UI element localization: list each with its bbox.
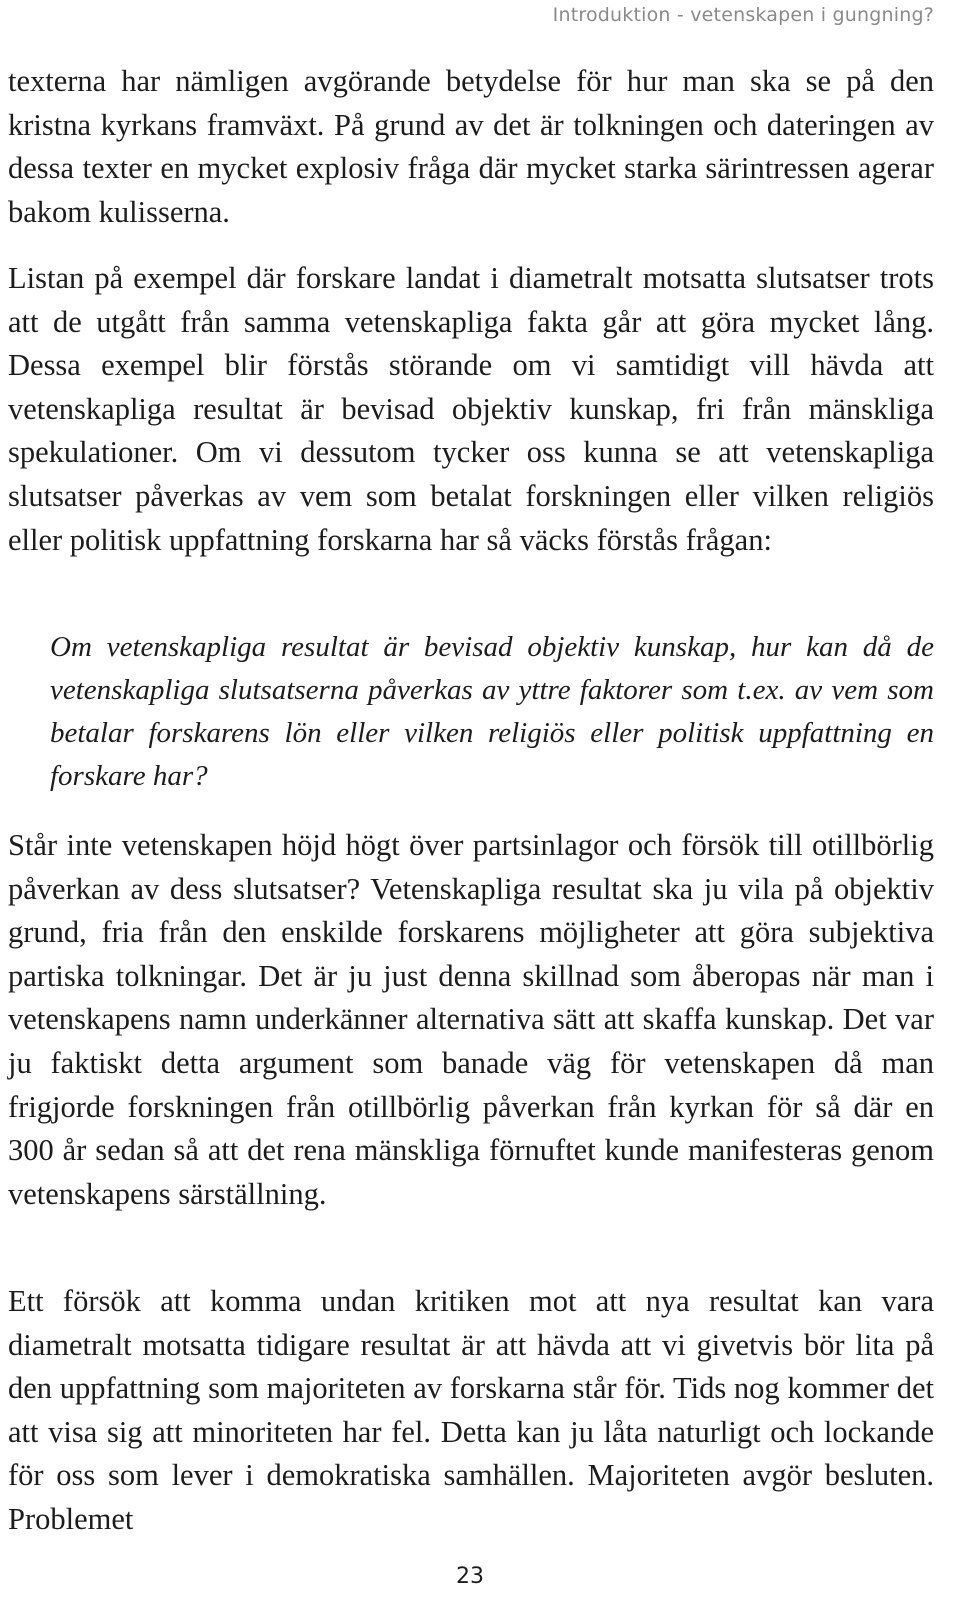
running-header: Introduktion - vetenskapen i gungning? [552, 4, 934, 26]
body-paragraph-1: texterna har nämligen avgörande betydelse för hur man ska se på den kristna kyrkans framväxt. På grund av det är tolkningen och dateringen av dessa texter en mycket explosiv fråga där mycket starka särintressen agerar bakom kulisserna. [8, 64, 934, 229]
body-paragraph-2: Listan på exempel där forskare landat i diametralt motsatta slutsatser trots att de utgått från samma vetenskapliga fakta går att göra mycket lång. Dessa exempel blir förstås störande om vi samtidigt vill hävda att vetenskapliga resultat är bevisad objektiv kunskap, fri från mänskliga spekulationer. Om vi dessutom tycker oss kunna se att vetenskapliga slutsatser påverkas av vem som betalat forskningen eller vilken religiös eller politisk uppfattning forskarna har så väcks förstås frågan: [8, 261, 934, 557]
body-paragraph-4: Ett försök att komma undan kritiken mot att nya resultat kan vara diametralt motsatta tidigare resultat är att hävda att vi givetvis bör lita på den uppfattning som majoriteten av forskarna står för. Tids nog kommer det att visa sig att minoriteten har fel. Detta kan ju låta naturligt och lockande för oss som lever i demokratiska samhällen. Majoriteten avgör besluten. Problemet [8, 1284, 934, 1536]
page-number: 23 [456, 1564, 484, 1589]
body-paragraph-3: Står inte vetenskapen höjd högt över partsinlagor och försök till otillbörlig påverkan av dess slutsatser? Vetenskapliga resultat ska ju vila på objektiv grund, fria från den enskilde forskarens möjligheter att göra subjektiva partiska tolkningar. Det är ju just denna skillnad som åberopas när man i vetenskapens namn underkänner alternativa sätt att skaffa kunskap. Det var ju faktiskt detta argument som banade väg för vetenskapen då man frigjorde forskningen från otillbörlig påverkan från kyrkan för så där en 300 år sedan så att det rena mänskliga förnuftet kunde manifesteras genom vetenskapens särställning. [8, 828, 934, 1211]
block-quote: Om vetenskapliga resultat är bevisad objektiv kunskap, hur kan då de vetenskapliga slutsatserna påverkas av yttre faktorer som t.ex. av vem som betalar forskarens lön eller vilken religiös eller politisk uppfattning en forskare har? [50, 631, 934, 792]
